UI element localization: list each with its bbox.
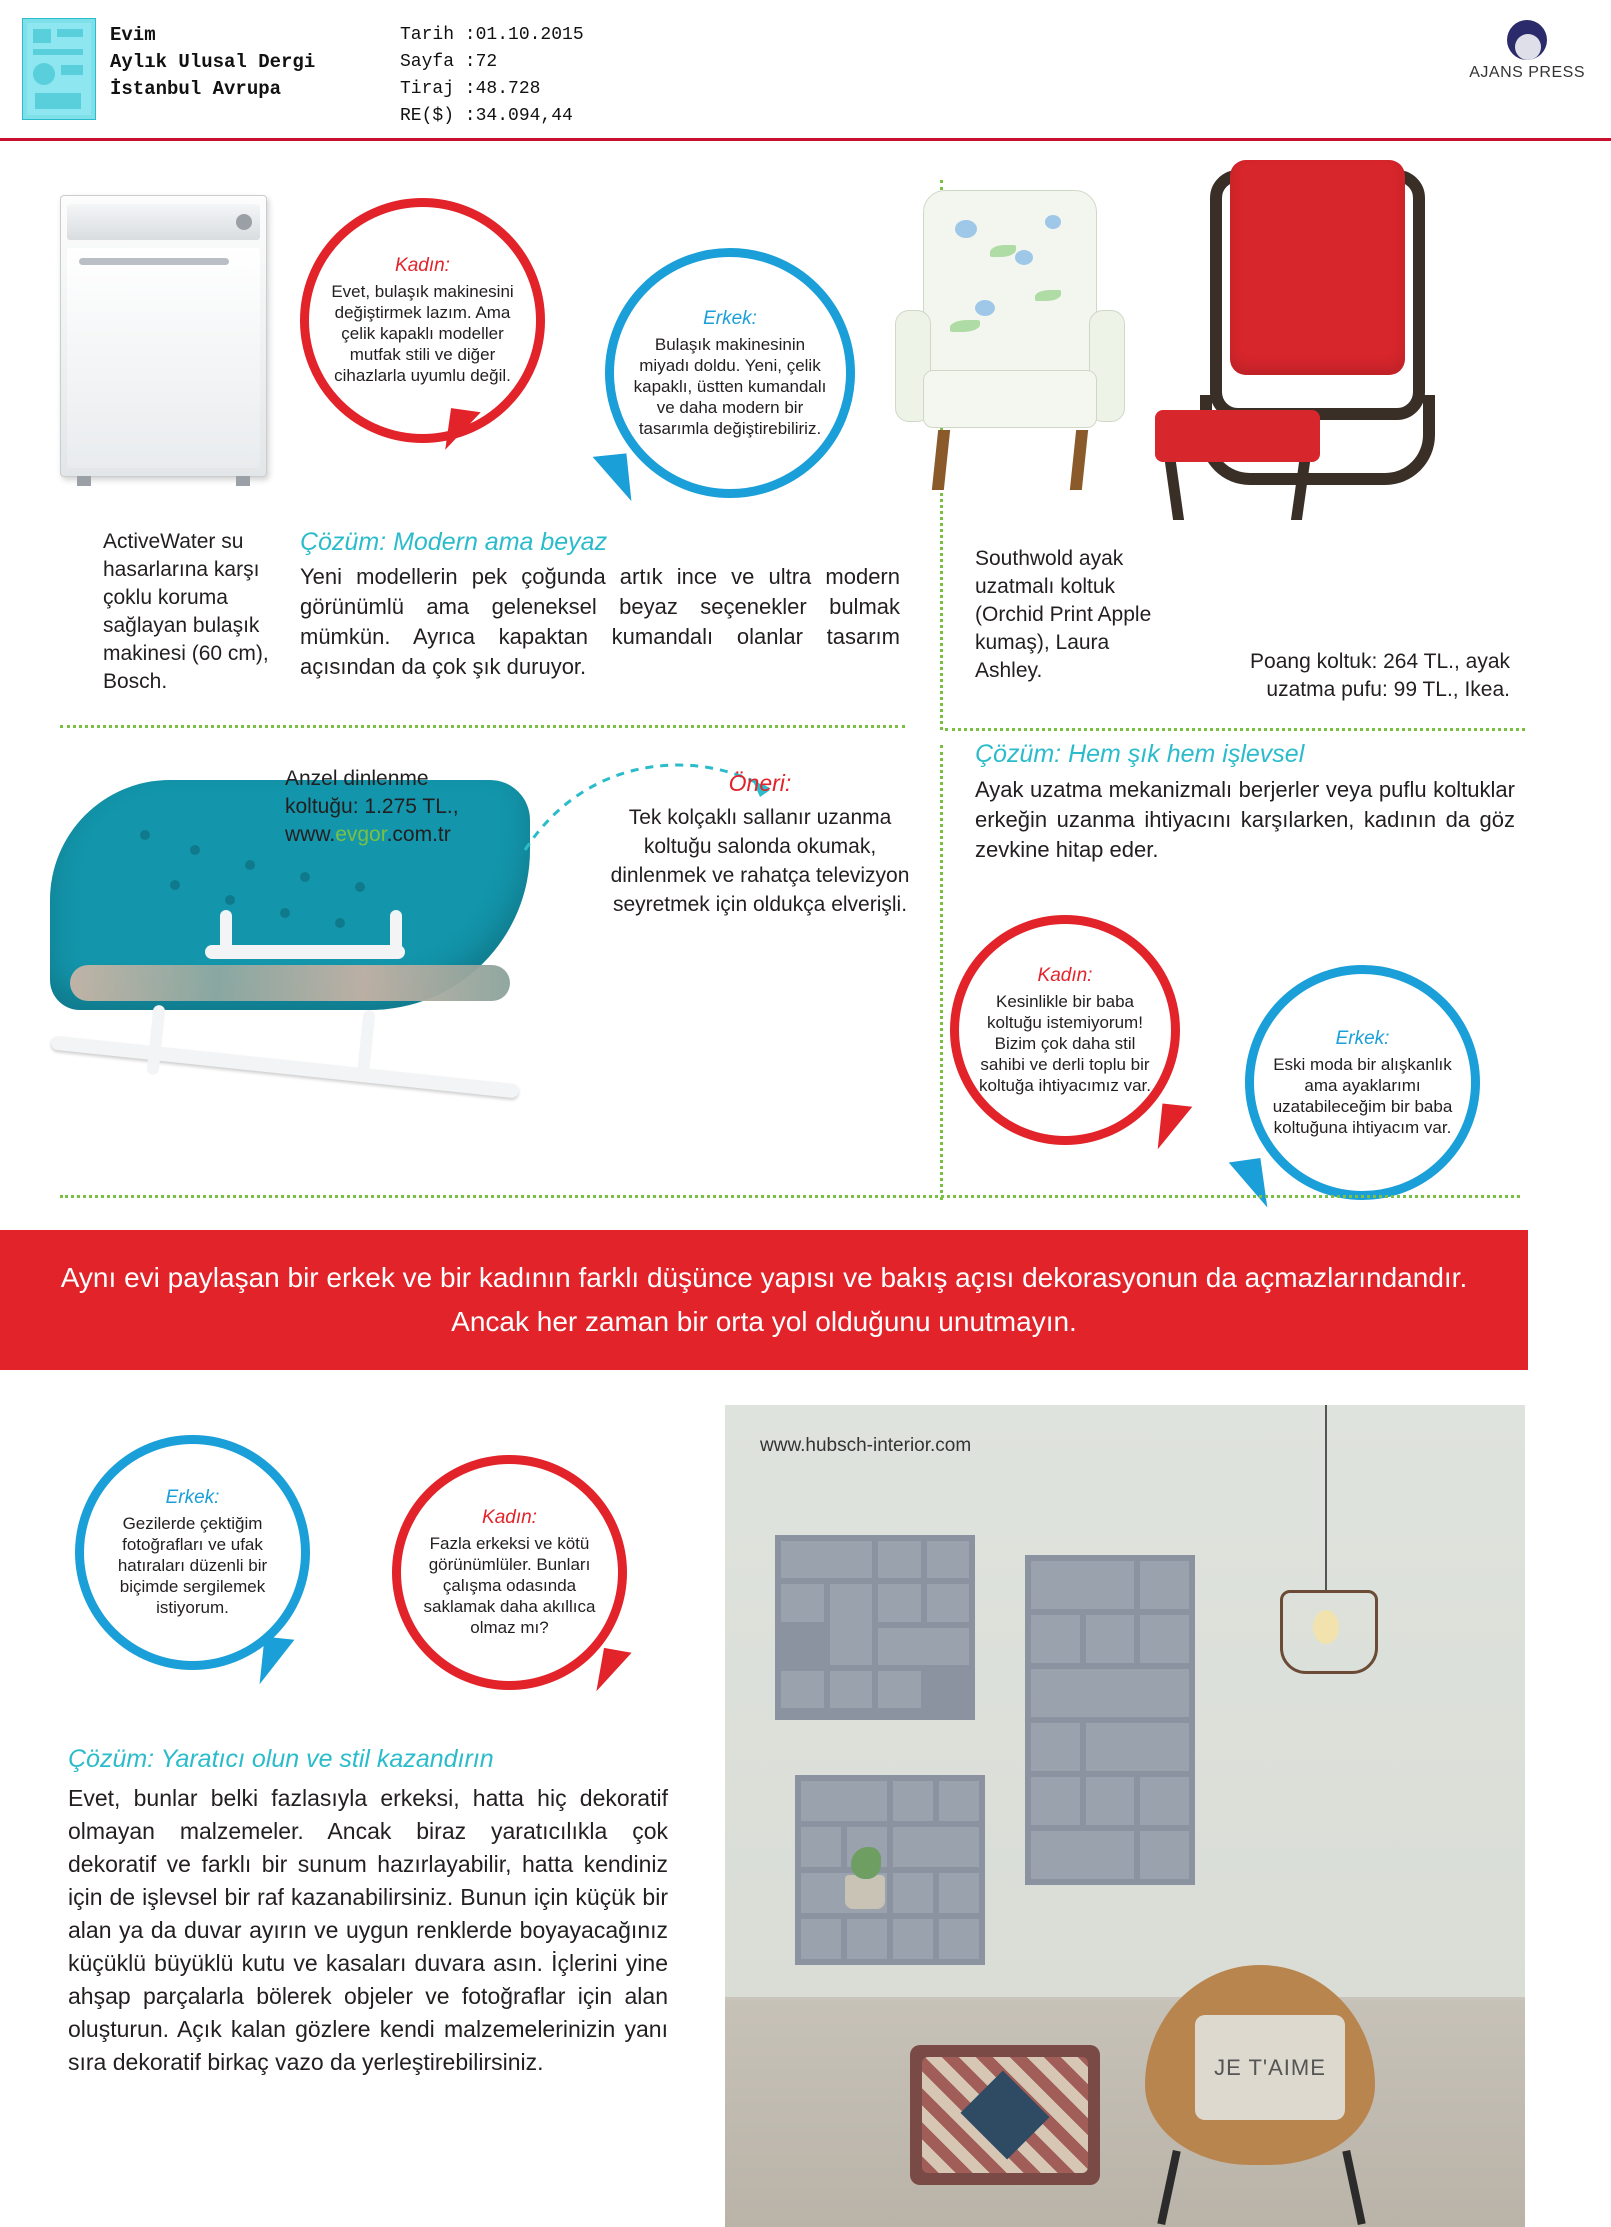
bubble-speaker: Kadın: [482, 1507, 537, 1528]
floor-line [725, 1997, 1525, 2000]
solution-text-1: Yeni modellerin pek çoğunda artık ince ve ultra modern görünümlü ama geleneksel beyaz seçenekler bulmak mümkün. Ayrıca kapaktan kumandalı olanlar tasarım açısından da çok şık duruyor. [300, 564, 900, 679]
dishwasher-image [60, 195, 267, 477]
publication-name [110, 22, 315, 103]
tip-speaker: Öneri: [728, 770, 792, 796]
tip-block [595, 770, 925, 919]
footstool-image [1155, 410, 1320, 520]
bubble-speaker: Erkek: [165, 1487, 220, 1508]
publication-subtitle: Aylık Ulusal Dergi [110, 51, 316, 73]
divider-dotted-2 [945, 728, 1525, 731]
bubble-text: Bulaşık makinesinin miyadı doldu. Yeni, çelik kapaklı, üstten kumandalı ve daha modern bir tasarımla değiştirebiliriz. [633, 334, 827, 438]
bubble-tail-red-2 [1158, 1104, 1193, 1153]
interior-photo [725, 1405, 1525, 2227]
publication-title: Evim [110, 24, 156, 46]
throw-pillow [1195, 2015, 1345, 2120]
bubble-speaker: Erkek: [1335, 1027, 1390, 1049]
solution-text-2: Ayak uzatma mekanizmalı berjerler veya puflu koltuklar erkeğin uzanma ihtiyacını karşılarken, kadının da göz zevkine hitap eder. [975, 777, 1515, 862]
wall-shelf-top-left [775, 1535, 975, 1720]
solution-title-2: Çözüm: Hem şık hem işlevsel [975, 740, 1305, 768]
bubble-tail-red-3 [596, 1648, 631, 1696]
pendant-cord [1325, 1405, 1327, 1590]
bubble-woman-shelves [392, 1455, 627, 1690]
solution-title-1: Çözüm: Modern ama beyaz [300, 528, 608, 556]
meta-re: RE($) :34.094,44 [400, 106, 573, 126]
floral-armchair-image [895, 190, 1125, 490]
tip-text: Tek kolçaklı sallanır uzanma koltuğu salonda okumak, dinlenmek ve rahatça televizyon seyretmek için oldukça elverişli. [610, 806, 910, 916]
bubble-woman-dishwasher [300, 198, 545, 443]
meta-date: Tarih :01.10.2015 [400, 25, 584, 45]
bubble-tail-blue-1 [593, 453, 632, 504]
pillow-label: JE T'AIME [1214, 2054, 1326, 2080]
meta-circulation: Tiraj :48.728 [400, 79, 541, 99]
wall-shelf-right [1025, 1555, 1195, 1885]
bubble-text: Evet, bulaşık makinesini değiştirmek lazım. Ama çelik kapaklı modeller mutfak stili ve diğer cihazlarla uyumlu değil. [331, 282, 514, 385]
bubble-speaker: Kadın: [395, 255, 450, 276]
publication-logo [22, 18, 96, 120]
bubble-text: Eski moda bir alışkanlık ama ayaklarımı uzatabileceğim bir baba koltuğuna ihtiyacım var. [1272, 1054, 1453, 1137]
caption-anzel [285, 765, 505, 849]
bubble-text: Gezilerde çektiğim fotoğrafları ve ufak hatıraları düzenli bir biçimde sergilemek istiyorum. [117, 1514, 268, 1617]
bubble-speaker: Erkek: [703, 307, 757, 329]
caption-anzel-text: Anzel dinlenme koltuğu: 1.275 TL., www.evgor.com.tr [285, 767, 459, 846]
bubble-man-shelves [75, 1435, 310, 1670]
divider-dotted-vertical-2 [940, 745, 943, 1200]
photo-credit-url: www.hubsch-interior.com [760, 1435, 972, 1456]
bubble-woman-chair [950, 915, 1180, 1145]
divider-dotted-3 [60, 1195, 1520, 1198]
header-meta [400, 22, 584, 130]
pull-quote-text: Aynı evi paylaşan bir erkek ve bir kadının farklı düşünce yapısı ve bakış açısı dekorasyonun da açmazlarındandır. Ancak her zaman bir orta yol olduğunu unutmayın. [60, 1262, 1468, 1337]
bubble-tail-blue-2 [1229, 1158, 1268, 1212]
pull-quote-banner [0, 1230, 1528, 1370]
wall-shelf-bottom-left [795, 1775, 985, 1965]
bubble-tail-blue-3 [260, 1637, 295, 1688]
potted-plant [845, 1875, 885, 1909]
bubble-man-chair [1245, 965, 1480, 1200]
solution-text-3: Evet, bunlar belki fazlasıyla erkeksi, hatta hiç dekoratif olmayan malzemeler. Ancak biraz yaratıcılıkla çok dekoratif ve farklı bir sunum hazırlayabilir, hatta kendiniz için de işlevsel bir raf kazanabilirsiniz. Bunun için küçük bir alan ya da duvar ayırın ve uygun renklerde boyayacağınız küçüklü büyüklü kutu ve kasaları duvara asın. İçlerini yine ahşap parçalarla bölerek objeler ve fotoğraflar için alan oluşturun. Açık kalan gözlere kendi malzemelerinizin yanı sıra dekoratif birkaç vazo da yerleştirebilirsiniz. [68, 1785, 668, 2075]
agency-logo [1469, 20, 1585, 82]
page-header [0, 0, 1611, 140]
bubble-text: Kesinlikle bir baba koltuğu istemiyorum! Bizim çok daha stil sahibi ve derli toplu bir koltuğa ihtiyacımız var. [979, 991, 1151, 1095]
bubble-speaker: Kadın: [1037, 964, 1093, 986]
caption-poang: Poang koltuk: 264 TL., ayak uzatma pufu: 99 TL., Ikea. [1250, 650, 1510, 701]
divider-dotted-1 [60, 725, 905, 728]
bubble-tail-red-1 [445, 408, 481, 454]
bulb-icon [1313, 1610, 1339, 1644]
bubble-text: Fazla erkeksi ve kötü görünümlüler. Bunları çalışma odasında saklamak daha akıllıca olmaz mı? [423, 1534, 596, 1637]
caption-dishwasher: ActiveWater su hasarlarına karşı çoklu koruma sağlayan bulaşık makinesi (60 cm), Bosch. [103, 530, 269, 693]
moroccan-pouf [910, 2045, 1100, 2185]
solution-title-3: Çözüm: Yaratıcı olun ve stil kazandırın [68, 1745, 494, 1773]
bubble-man-dishwasher [605, 248, 855, 498]
publication-region: İstanbul Avrupa [110, 78, 282, 100]
header-divider [0, 138, 1611, 141]
evgor-link[interactable]: evgor [335, 823, 387, 846]
caption-southwold: Southwold ayak uzatmalı koltuk (Orchid Print Apple kumaş), Laura Ashley. [975, 547, 1152, 682]
agency-name: AJANS PRESS [1469, 64, 1585, 81]
meta-page: Sayfa :72 [400, 52, 498, 72]
agency-mark-icon [1507, 20, 1547, 60]
